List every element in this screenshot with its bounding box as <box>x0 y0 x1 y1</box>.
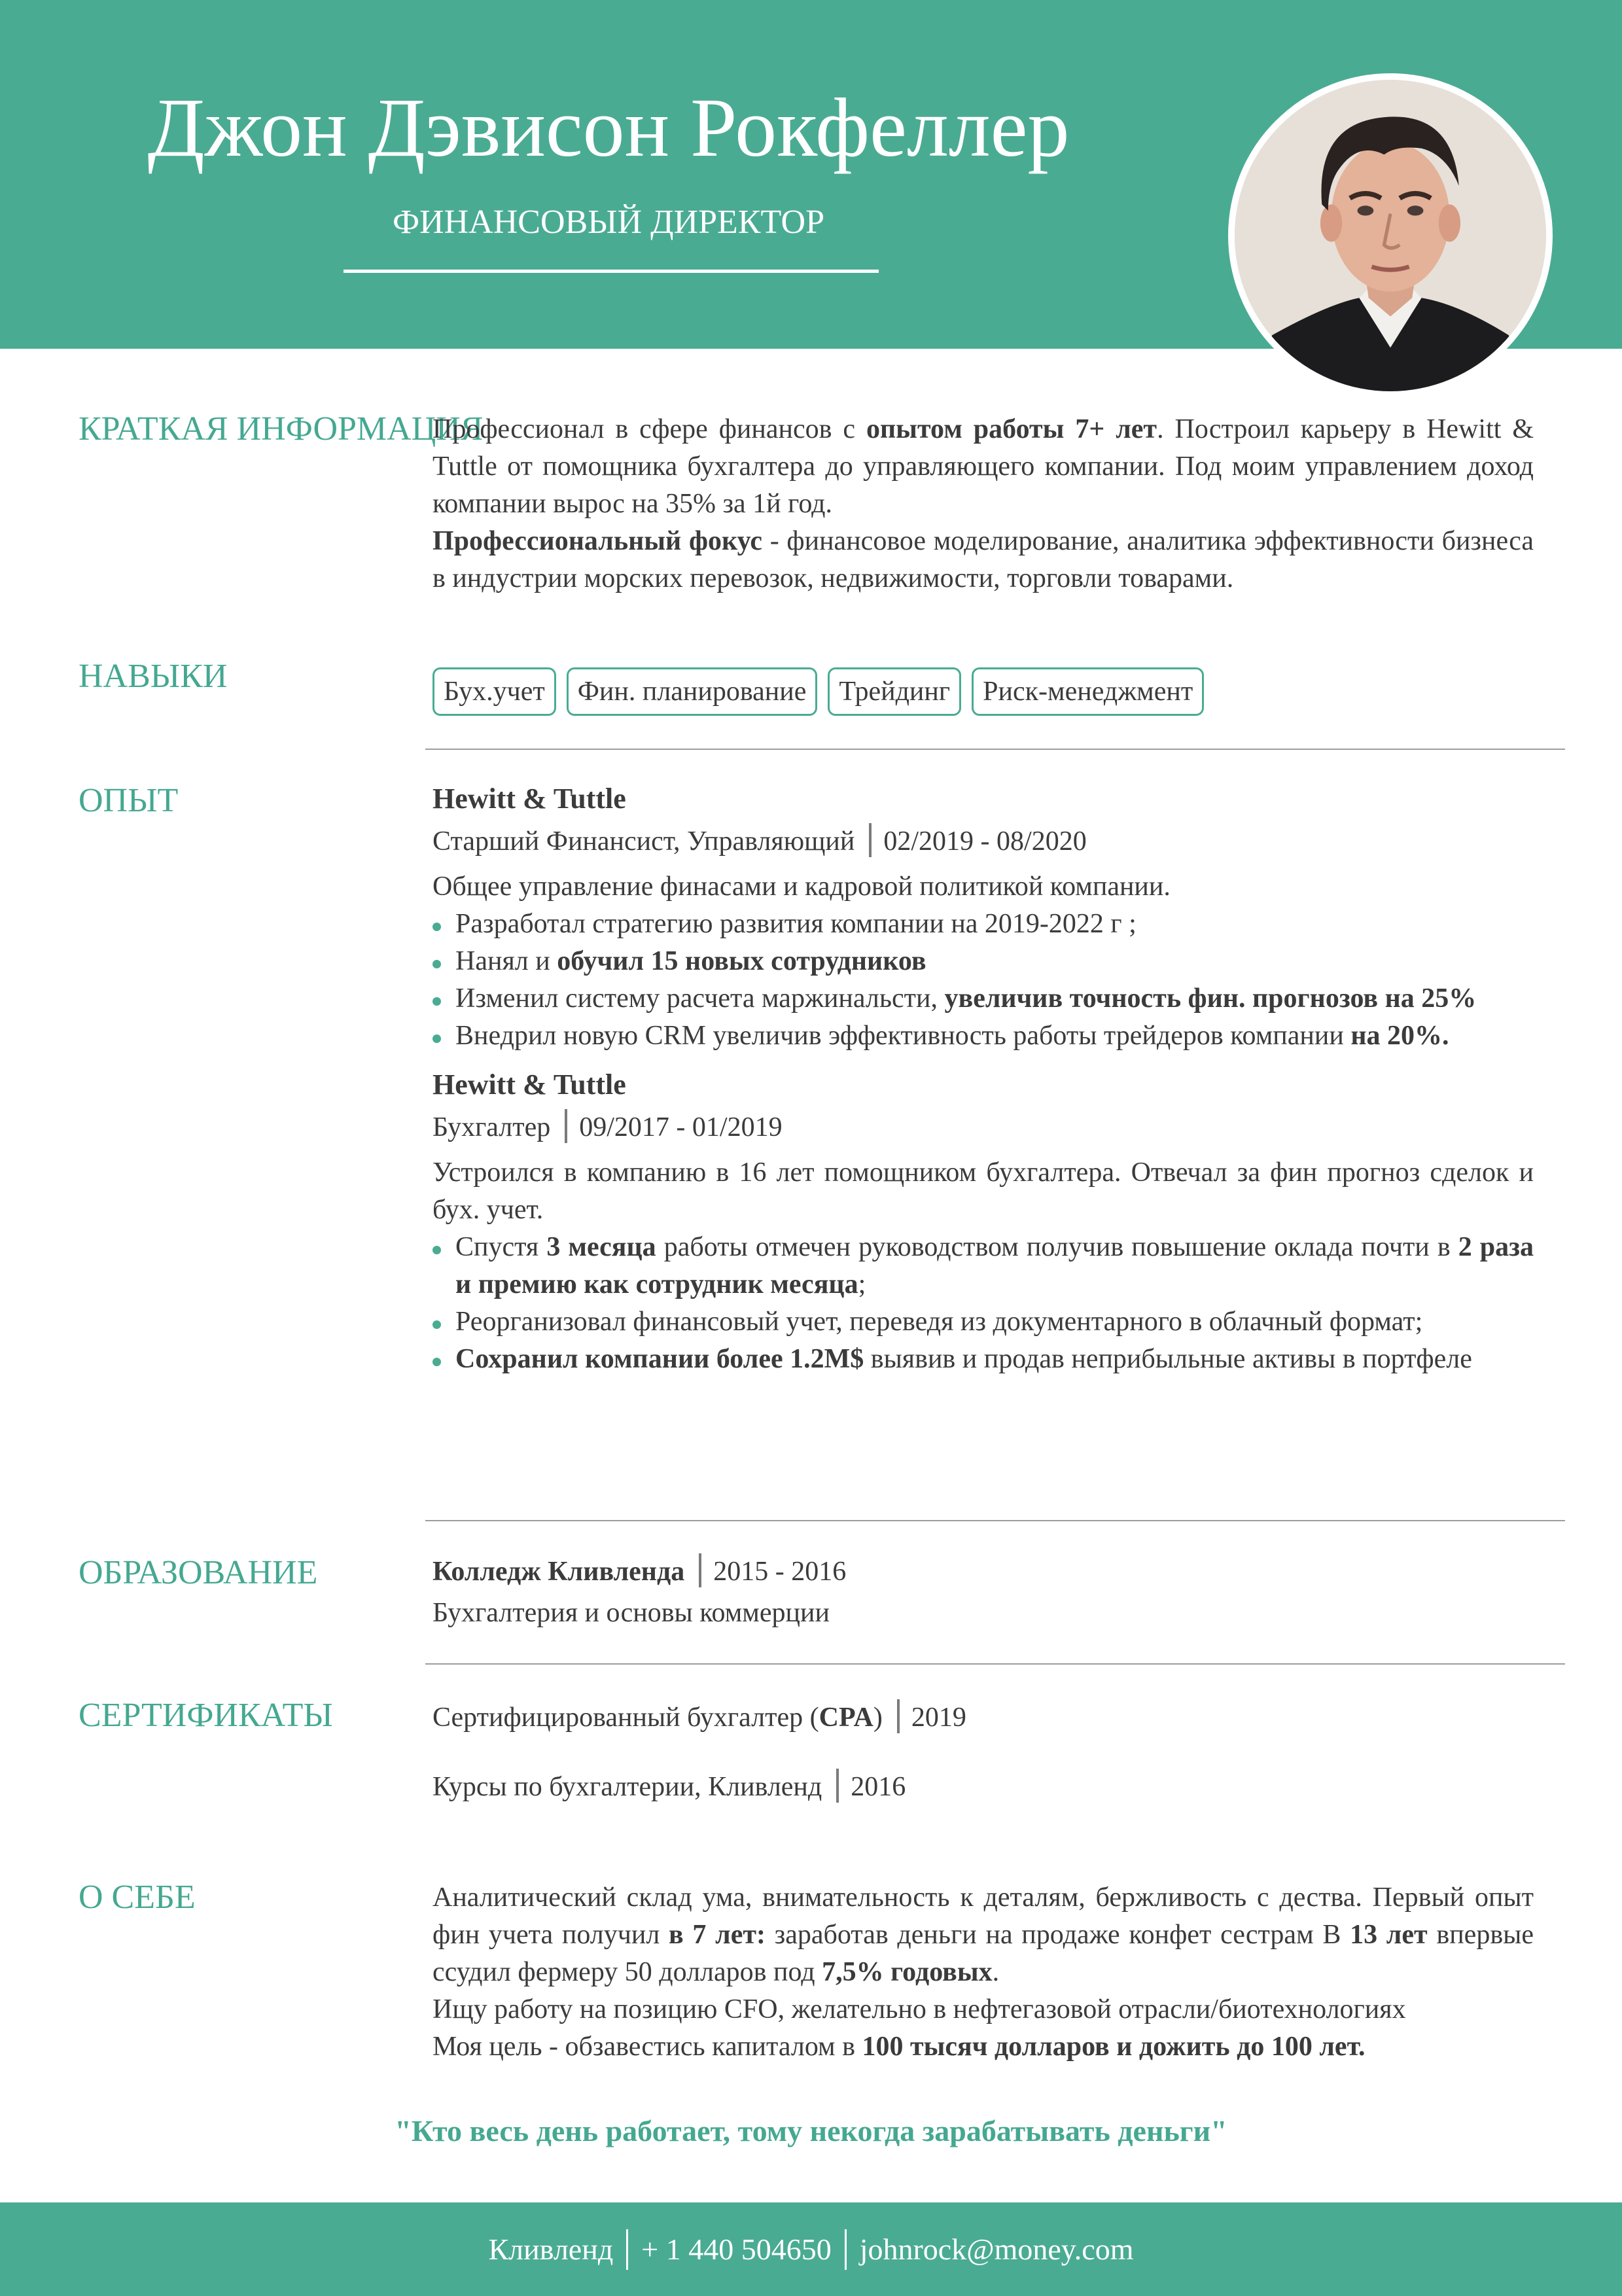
experience-content <box>432 779 1534 1378</box>
profile-photo <box>1228 73 1553 398</box>
job-dates: 02/2019 - 08/2020 <box>883 826 1087 857</box>
job-role: Бухгалтер <box>432 1112 551 1142</box>
certificate-text: Курсы по бухгалтерии, Кливленд <box>432 1772 822 1802</box>
separator <box>845 2229 847 2270</box>
about-text: Моя цель - обзавестись капиталом в <box>432 2032 862 2062</box>
list-item <box>432 906 1534 943</box>
section-heading-certificates: СЕРТИФИКАТЫ <box>79 1697 333 1734</box>
achievement-highlight: увеличив точность фин. прогнозов на 25% <box>944 983 1477 1014</box>
about-content <box>432 1879 1534 2066</box>
about-text: . <box>992 1957 1000 1987</box>
divider <box>425 1520 1565 1521</box>
motto-quote: "Кто весь день работает, тому некогда зарабатывать деньги" <box>395 2114 1227 2147</box>
about-text: заработав деньги на продаже конфет сестрам В <box>765 1920 1350 1950</box>
achievement-text: выявив и продав неприбыльные активы в портфеле <box>864 1344 1472 1374</box>
achievement-text: Разработал стратегию развития компании на 2019-2022 г ; <box>455 909 1137 939</box>
summary-text: . Построил карьеру в Hewitt & Tuttle от помощника бухгалтера до управляющего компании. Под моим управлением доход компании вырос на 35% за 1й год. <box>432 414 1534 519</box>
contact-city: Кливленд <box>488 2233 614 2266</box>
certificate-text: Сертифицированный бухгалтер ( <box>432 1703 819 1733</box>
achievement-text: Спустя <box>455 1232 547 1262</box>
skill-tag: Риск-менеджмент <box>972 667 1204 716</box>
achievement-text: Реорганизовал финансовый учет, переведя из документарного в облачный формат; <box>455 1307 1423 1337</box>
certificates-content <box>432 1695 1534 1810</box>
about-text: Аналитический склад ума, внимательность к деталям, бержливость с дества. Первый опыт фин учета получил <box>432 1882 1534 1950</box>
school-name: Колледж Кливленда <box>432 1557 685 1587</box>
achievement-highlight: 3 месяца <box>546 1232 656 1262</box>
job-achievements <box>432 906 1534 1055</box>
job-role: Старший Финансист, Управляющий <box>432 826 855 857</box>
certificate-text: ) <box>873 1703 883 1733</box>
achievement-highlight: 2 раза и премию как сотрудник месяца <box>455 1232 1534 1299</box>
list-item <box>432 1341 1534 1378</box>
about-text: впервые ссудил фермеру 50 долларов под <box>432 1920 1534 1987</box>
skill-tag: Бух.учет <box>432 667 556 716</box>
section-heading-summary: КРАТКАЯ ИНФОРМАЦИЯ <box>79 410 484 448</box>
about-highlight: в 7 лет: <box>669 1920 766 1950</box>
section-heading-about: О СЕБЕ <box>79 1879 196 1916</box>
list-item <box>432 1017 1534 1055</box>
divider <box>425 1663 1565 1665</box>
achievement-text: Нанял и <box>455 946 557 976</box>
about-goal-paragraph: Ищу работу на позицию CFO, желательно в нефтегазовой отрасли/биотехнологиях <box>432 1994 1406 2024</box>
about-highlight: 13 лет <box>1350 1920 1428 1950</box>
summary-focus-paragraph <box>432 523 1534 597</box>
summary-highlight: опытом работы 7+ лет <box>866 414 1157 444</box>
contact-email[interactable]: johnrock@money.com <box>859 2233 1134 2266</box>
summary-focus-label: Профессиональный фокус <box>432 526 762 556</box>
education-dates: 2015 - 2016 <box>713 1557 847 1587</box>
separator <box>897 1699 900 1733</box>
separator <box>626 2229 628 2270</box>
about-paragraph <box>432 1879 1534 1991</box>
achievement-text: ; <box>858 1269 866 1299</box>
certificate-item <box>432 1764 1534 1810</box>
summary-paragraph <box>432 411 1534 523</box>
section-heading-skills: НАВЫКИ <box>79 658 228 695</box>
education-content <box>432 1549 1534 1632</box>
summary-text: Профессионал в сфере финансов с <box>432 414 866 444</box>
job-company: Hewitt & Tuttle <box>432 783 626 815</box>
list-item <box>432 943 1534 980</box>
job-company: Hewitt & Tuttle <box>432 1069 626 1101</box>
summary-content <box>432 411 1534 597</box>
skill-tag: Фин. планирование <box>567 667 818 716</box>
list-item <box>432 980 1534 1017</box>
section-heading-experience: ОПЫТ <box>79 782 179 819</box>
certificate-abbr: CPA <box>819 1703 873 1733</box>
section-heading-education: ОБРАЗОВАНИЕ <box>79 1554 318 1591</box>
summary-focus-text: - финансовое моделирование, аналитика эффективности бизнеса в индустрии морских перевозок, недвижимости, торговли товарами. <box>432 526 1534 593</box>
skill-tag: Трейдинг <box>828 667 961 716</box>
separator <box>869 823 872 857</box>
achievement-highlight: Сохранил компании более 1.2М$ <box>455 1344 864 1374</box>
achievement-text: работы отмечен руководством получив повышение оклада почти в <box>656 1232 1458 1262</box>
contact-phone[interactable]: + 1 440 504650 <box>641 2233 832 2266</box>
achievement-highlight: на 20%. <box>1350 1021 1449 1051</box>
job-dates: 09/2017 - 01/2019 <box>579 1112 783 1142</box>
job-achievements <box>432 1229 1534 1378</box>
skills-list <box>432 667 1534 716</box>
separator <box>836 1769 839 1803</box>
list-item <box>432 1229 1534 1303</box>
separator <box>565 1109 567 1143</box>
list-item <box>432 1303 1534 1341</box>
job-role-line <box>432 1104 1534 1150</box>
about-aim-paragraph <box>432 2028 1534 2066</box>
about-highlight: 100 тысяч долларов и дожить до 100 лет. <box>862 2032 1366 2062</box>
education-program: Бухгалтерия и основы коммерции <box>432 1598 830 1628</box>
job-role-line <box>432 819 1534 864</box>
achievement-text: Изменил систему расчета маржинальсти, <box>455 983 945 1014</box>
divider <box>425 749 1565 750</box>
title-underline <box>344 270 879 273</box>
job-description: Общее управление финасами и кадровой политикой компании. <box>432 872 1171 902</box>
certificate-year: 2016 <box>851 1772 906 1802</box>
separator <box>699 1553 701 1587</box>
candidate-name: Джон Дэвисон Рокфеллер <box>147 81 1070 174</box>
job-description: Устроился в компанию в 16 лет помощником бухгалтера. Отвечал за фин прогноз сделок и бух. учет. <box>432 1157 1534 1225</box>
achievement-highlight: обучил 15 новых сотрудников <box>557 946 926 976</box>
achievement-text: Внедрил новую CRM увеличив эффективность работы трейдеров компании <box>455 1021 1351 1051</box>
footer-contacts <box>0 2202 1622 2296</box>
about-highlight: 7,5% годовых <box>822 1957 993 1987</box>
job-title: ФИНАНСОВЫЙ ДИРЕКТОР <box>392 203 825 241</box>
certificate-item <box>432 1695 1534 1740</box>
certificate-year: 2019 <box>911 1703 966 1733</box>
education-line <box>432 1549 1534 1595</box>
